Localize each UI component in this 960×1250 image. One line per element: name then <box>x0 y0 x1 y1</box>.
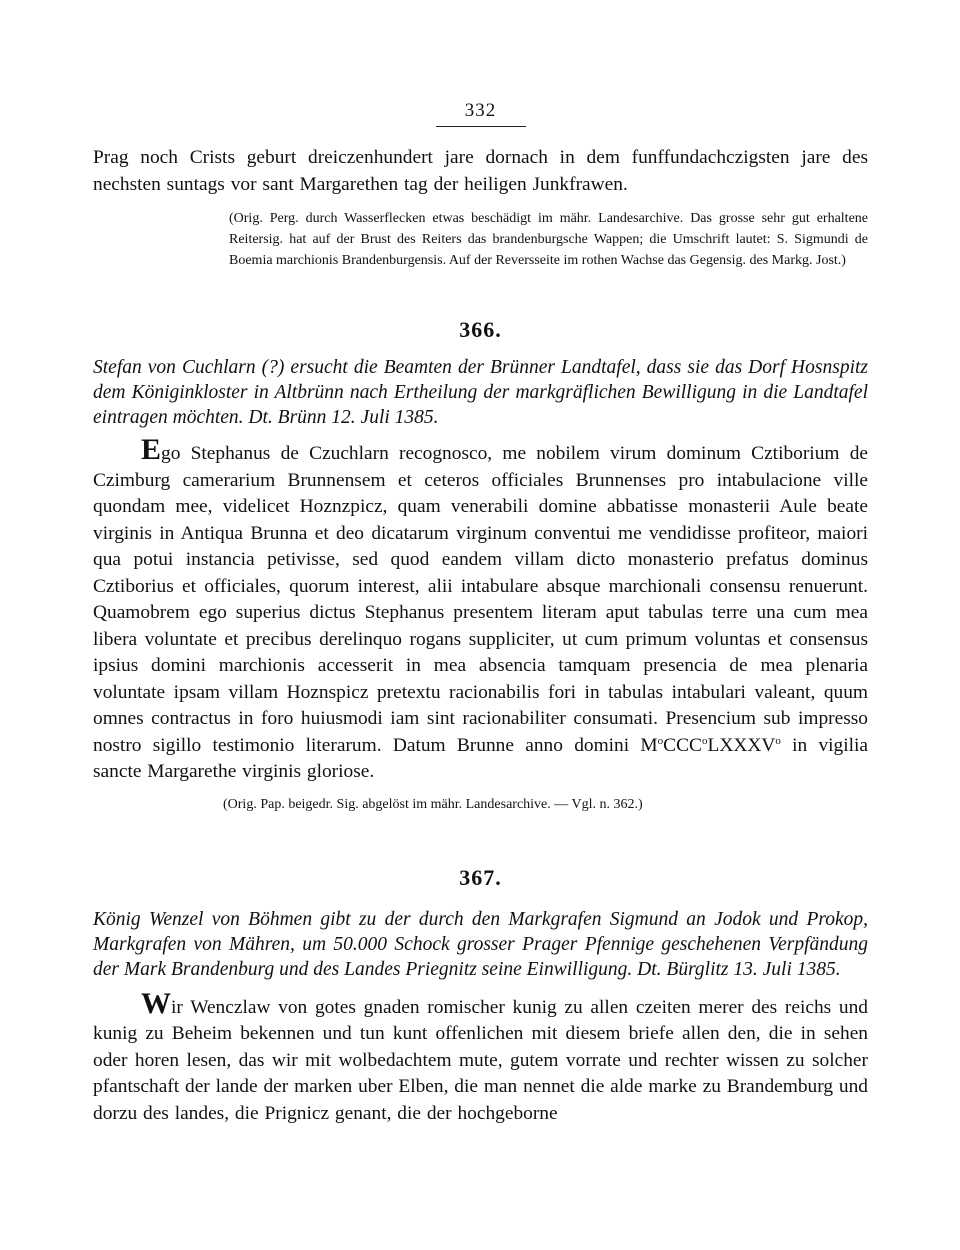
body-end-366: in vigilia sancte Margarethe virginis gloriose. <box>93 734 868 782</box>
superscript-3: o <box>775 734 781 747</box>
initial-letter-367: W <box>141 986 171 1020</box>
heading-date-367: Dt. Bürglitz 13. Juli 1385. <box>637 958 841 980</box>
roman-a: CCC <box>663 734 702 756</box>
superscript-2: o <box>701 734 708 747</box>
document-page <box>93 100 868 1127</box>
heading-text-367: König Wenzel von Böhmen gibt zu der durch den Markgrafen Sigmund an Jodok und Prokop, Markgrafen von Mähren, um 50.000 Schock grosser Prager Pfennige geschehenen Verpfändung der Mark Brandenburg und des Landes Priegnitz seine Einwilligung. <box>93 908 868 980</box>
document-number-366: 366. <box>459 317 502 342</box>
document-heading-367 <box>93 907 868 982</box>
roman-b: LXXXV <box>707 734 776 756</box>
carryover-source-note: (Orig. Perg. durch Wasserflecken etwas beschädigt im mähr. Landesarchive. Das grosse sehr gut erhaltene Reitersig. hat auf der Brust des Reiters das brandenburgsche Wappen; die Umschrift lautet: S. Sigmundi de Boemia marchionis Brandenburgensis. Auf der Reversseite im rothen Wachse das Gegensig. des Markg. Jost.) <box>229 211 868 268</box>
page-number: 332 <box>436 100 526 127</box>
carryover-paragraph: Prag noch Crists geburt dreiczenhundert jare dornach in dem funffundachczigsten jare des nechsten suntags vor sant Margarethen tag der heiligen Junkfrawen. <box>93 147 868 195</box>
source-note-366: (Orig. Pap. beigedr. Sig. abgelöst im mähr. Landesarchive. — Vgl. n. 362.) <box>223 796 643 812</box>
document-number-367: 367. <box>459 864 502 890</box>
heading-text-366: Stefan von Cuchlarn (?) ersucht die Beamten der Brünner Landtafel, dass sie das Dorf Hosnspitz dem Königinkloster in Altbrünn nach Ertheilung der markgräflichen Bewilligung in die Landtafel eintragen möchten. <box>93 357 868 428</box>
body-text-366: go Stephanus de Czuchlarn recognosco, me nobilem virum dominum Cztiborium de Czimburg camerarium Brunnensem et ceteros officiales Brunnenses pro intabulacione ville quondam mee, videlicet Hoznzpicz, quam venerabili domine abbatisse monasterii Aule beate virginis in Antiqua Brunna et deo dicatarum virginum conventui me vendidisse profiteor, maiori qua potui instancia petivisse, sed quod eandem villam dicto monasterio prefatus dominus Cztiborius et officiales, quorum interest, alii intabulare absque marchionali consensu renuerunt. Quamobrem ego superius dictus Stephanus presentem literam aput tabulas terre una cum mea libera voluntate et precibus derelinquo rogans suppliciter, ut cum primum voluntas et consensus ipsius domini marchionis accesserit in mea absencia tamquam presencia de mea plenaria voluntate ipsam villam Hoznspicz pretextu racionabilis fori in tabulas intabulari valeant, quum omnes contractus in foro huiusmodi iam sint racionabiliter consumati. Presencium sub impresso nostro sigillo testimonio literarum. Datum Brunne anno domini M <box>93 443 868 756</box>
initial-letter-366: E <box>141 433 162 466</box>
document-heading-366 <box>93 355 868 430</box>
document-body-366 <box>93 433 868 786</box>
document-body-367 <box>93 986 868 1128</box>
superscript-1: o <box>657 734 664 747</box>
heading-date-366: Dt. Brünn 12. Juli 1385. <box>248 407 439 428</box>
body-text-367: ir Wenczlaw von gotes gnaden romischer kunig zu allen czeiten merer des reichs und kunig zu Beheim bekennen und tun kunt offenlichen mit diesem briefe allen den, die in sehen oder horen lesen, das wir mit wolbedachtem mute, gutem vorrate und rechter wissen zu solcher pfantschaft der lande der marken uber Elben, die man nennet die alde marke zu Brandemburg und dorzu des landes, die Prignicz genant, die der hochgeborne <box>93 996 868 1124</box>
